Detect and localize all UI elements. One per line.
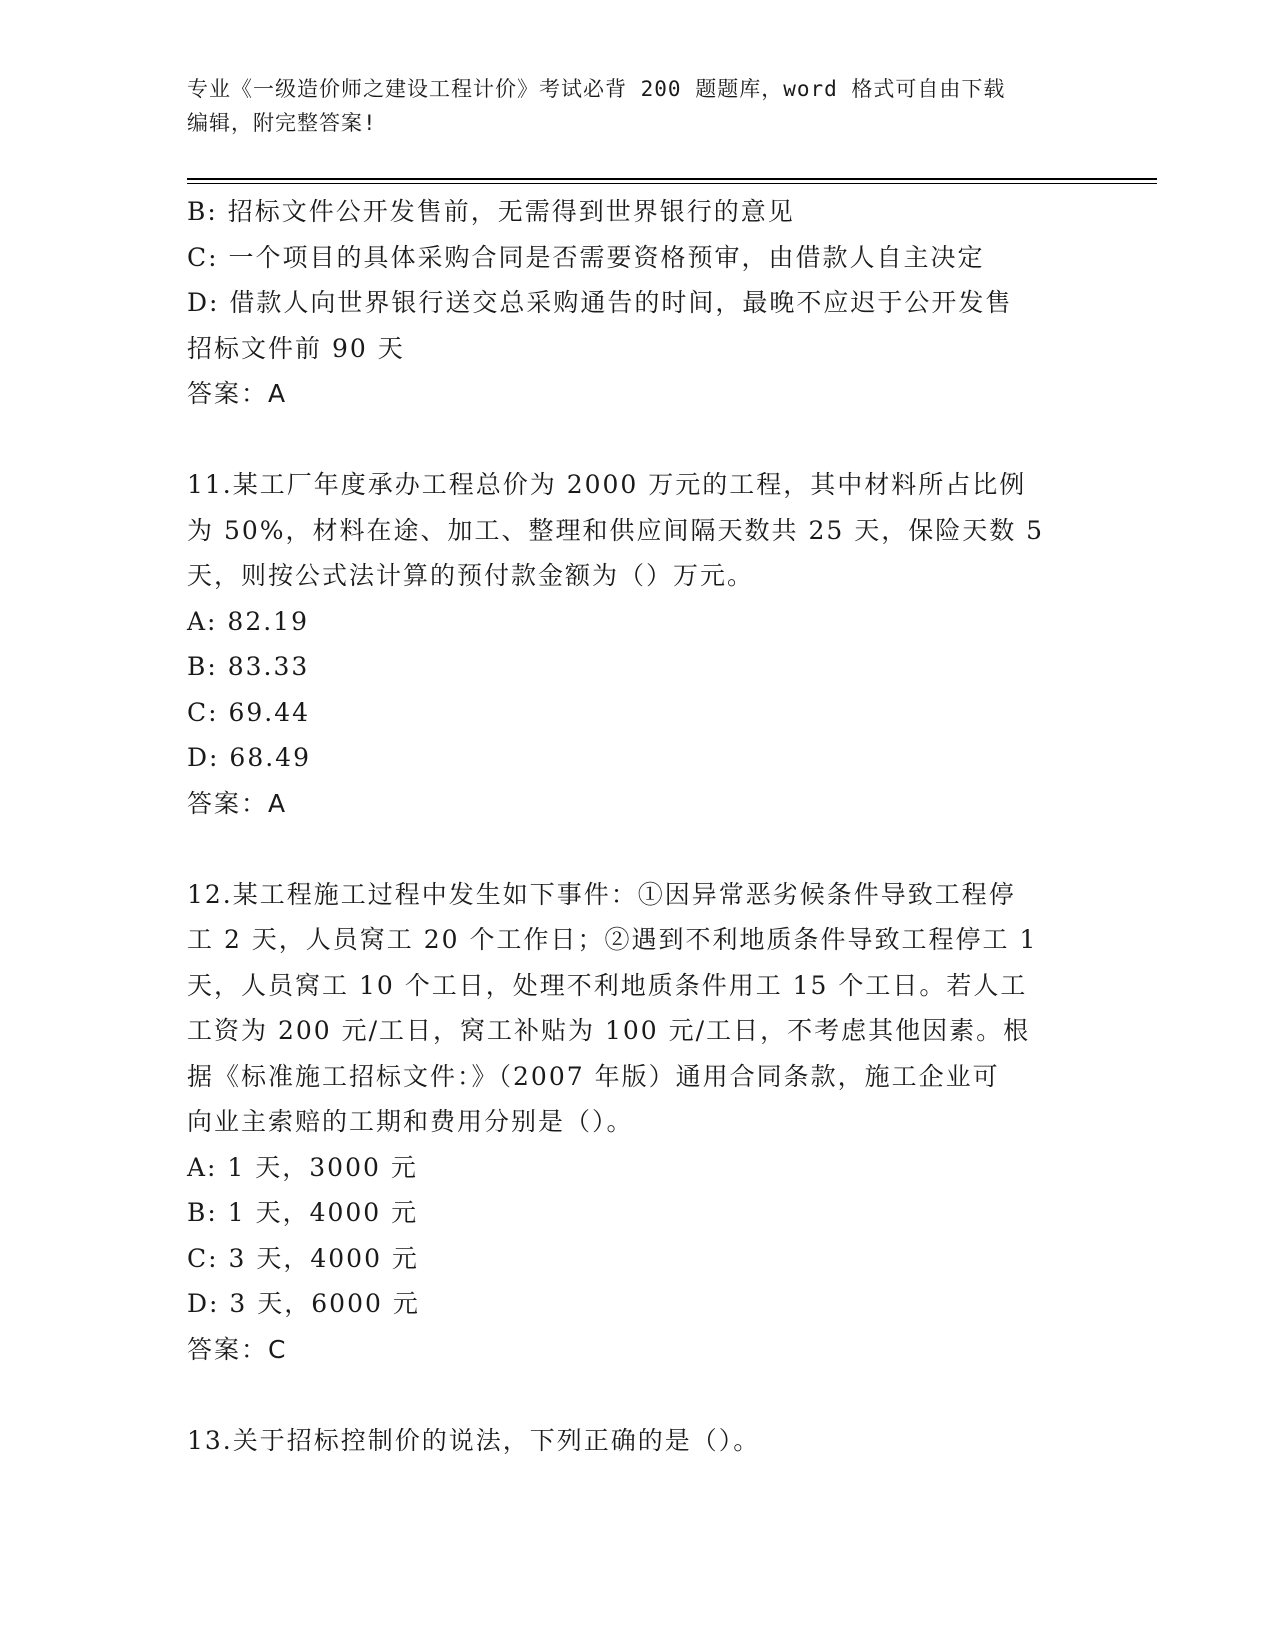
question-list xyxy=(187,189,1087,1463)
document-header xyxy=(187,72,1087,140)
q10-option-d-line-1: D: 借款人向世界银行送交总采购通告的时间，最晚不应迟于公开发售 xyxy=(187,288,1013,317)
q12-option-b: B: 1 天，4000 元 xyxy=(187,1198,419,1227)
q12-stem-line-1: 12.某工程施工过程中发生如下事件：①因异常恶劣候条件导致工程停 xyxy=(187,879,1016,909)
q12-stem-line-3: 天，人员窝工 10 个工日，处理不利地质条件用工 15 个工日。若人工 xyxy=(187,970,1028,1000)
header-line-1: 专业《一级造价师之建设工程计价》考试必背 200 题题库，word 格式可自由下载 xyxy=(187,77,1006,101)
q11-stem-line-2: 为 50%，材料在途、加工、整理和供应间隔天数共 25 天，保险天数 5 xyxy=(187,515,1045,545)
q11-stem-line-1: 11.某工厂年度承办工程总价为 2000 万元的工程，其中材料所占比例 xyxy=(187,470,1027,499)
q12-option-d: D: 3 天，6000 元 xyxy=(187,1289,420,1318)
q12-stem-line-4: 工资为 200 元/工日，窝工补贴为 100 元/工日，不考虑其他因素。根 xyxy=(187,1016,1031,1045)
q11-answer: 答案：A xyxy=(187,788,288,818)
q12-stem-line-2: 工 2 天，人员窝工 20 个工作日；②遇到不利地质条件导致工程停工 1 xyxy=(187,925,1038,954)
q11-option-b: B: 83.33 xyxy=(187,652,310,681)
q12-option-c: C: 3 天，4000 元 xyxy=(187,1243,419,1273)
spacer xyxy=(187,1372,1087,1418)
q13-stem-line-1: 13.关于招标控制价的说法，下列正确的是（）。 xyxy=(187,1425,761,1455)
q12-option-a: A: 1 天，3000 元 xyxy=(187,1152,418,1182)
header-rule-thick xyxy=(187,178,1157,180)
spacer xyxy=(187,826,1087,872)
q10-answer: 答案：A xyxy=(187,379,288,408)
q11-option-a: A: 82.19 xyxy=(187,606,309,636)
q10-option-c: C: 一个项目的具体采购合同是否需要资格预审，由借款人自主决定 xyxy=(187,242,985,272)
q10-option-b: B: 招标文件公开发售前，无需得到世界银行的意见 xyxy=(187,197,795,226)
spacer xyxy=(187,417,1087,463)
q12-stem-line-6: 向业主索赔的工期和费用分别是（）。 xyxy=(187,1107,634,1136)
q12-stem-line-5: 据《标准施工招标文件：》（2007 年版）通用合同条款，施工企业可 xyxy=(187,1061,1000,1091)
q11-option-d: D: 68.49 xyxy=(187,743,311,772)
q11-option-c: C: 69.44 xyxy=(187,697,311,727)
header-line-2: 编辑，附完整答案! xyxy=(187,111,377,135)
q11-stem-line-3: 天，则按公式法计算的预付款金额为（）万元。 xyxy=(187,561,755,590)
q10-option-d-line-2: 招标文件前 90 天 xyxy=(187,333,405,363)
header-rule-thin xyxy=(187,183,1157,184)
q12-answer: 答案：C xyxy=(187,1334,288,1364)
